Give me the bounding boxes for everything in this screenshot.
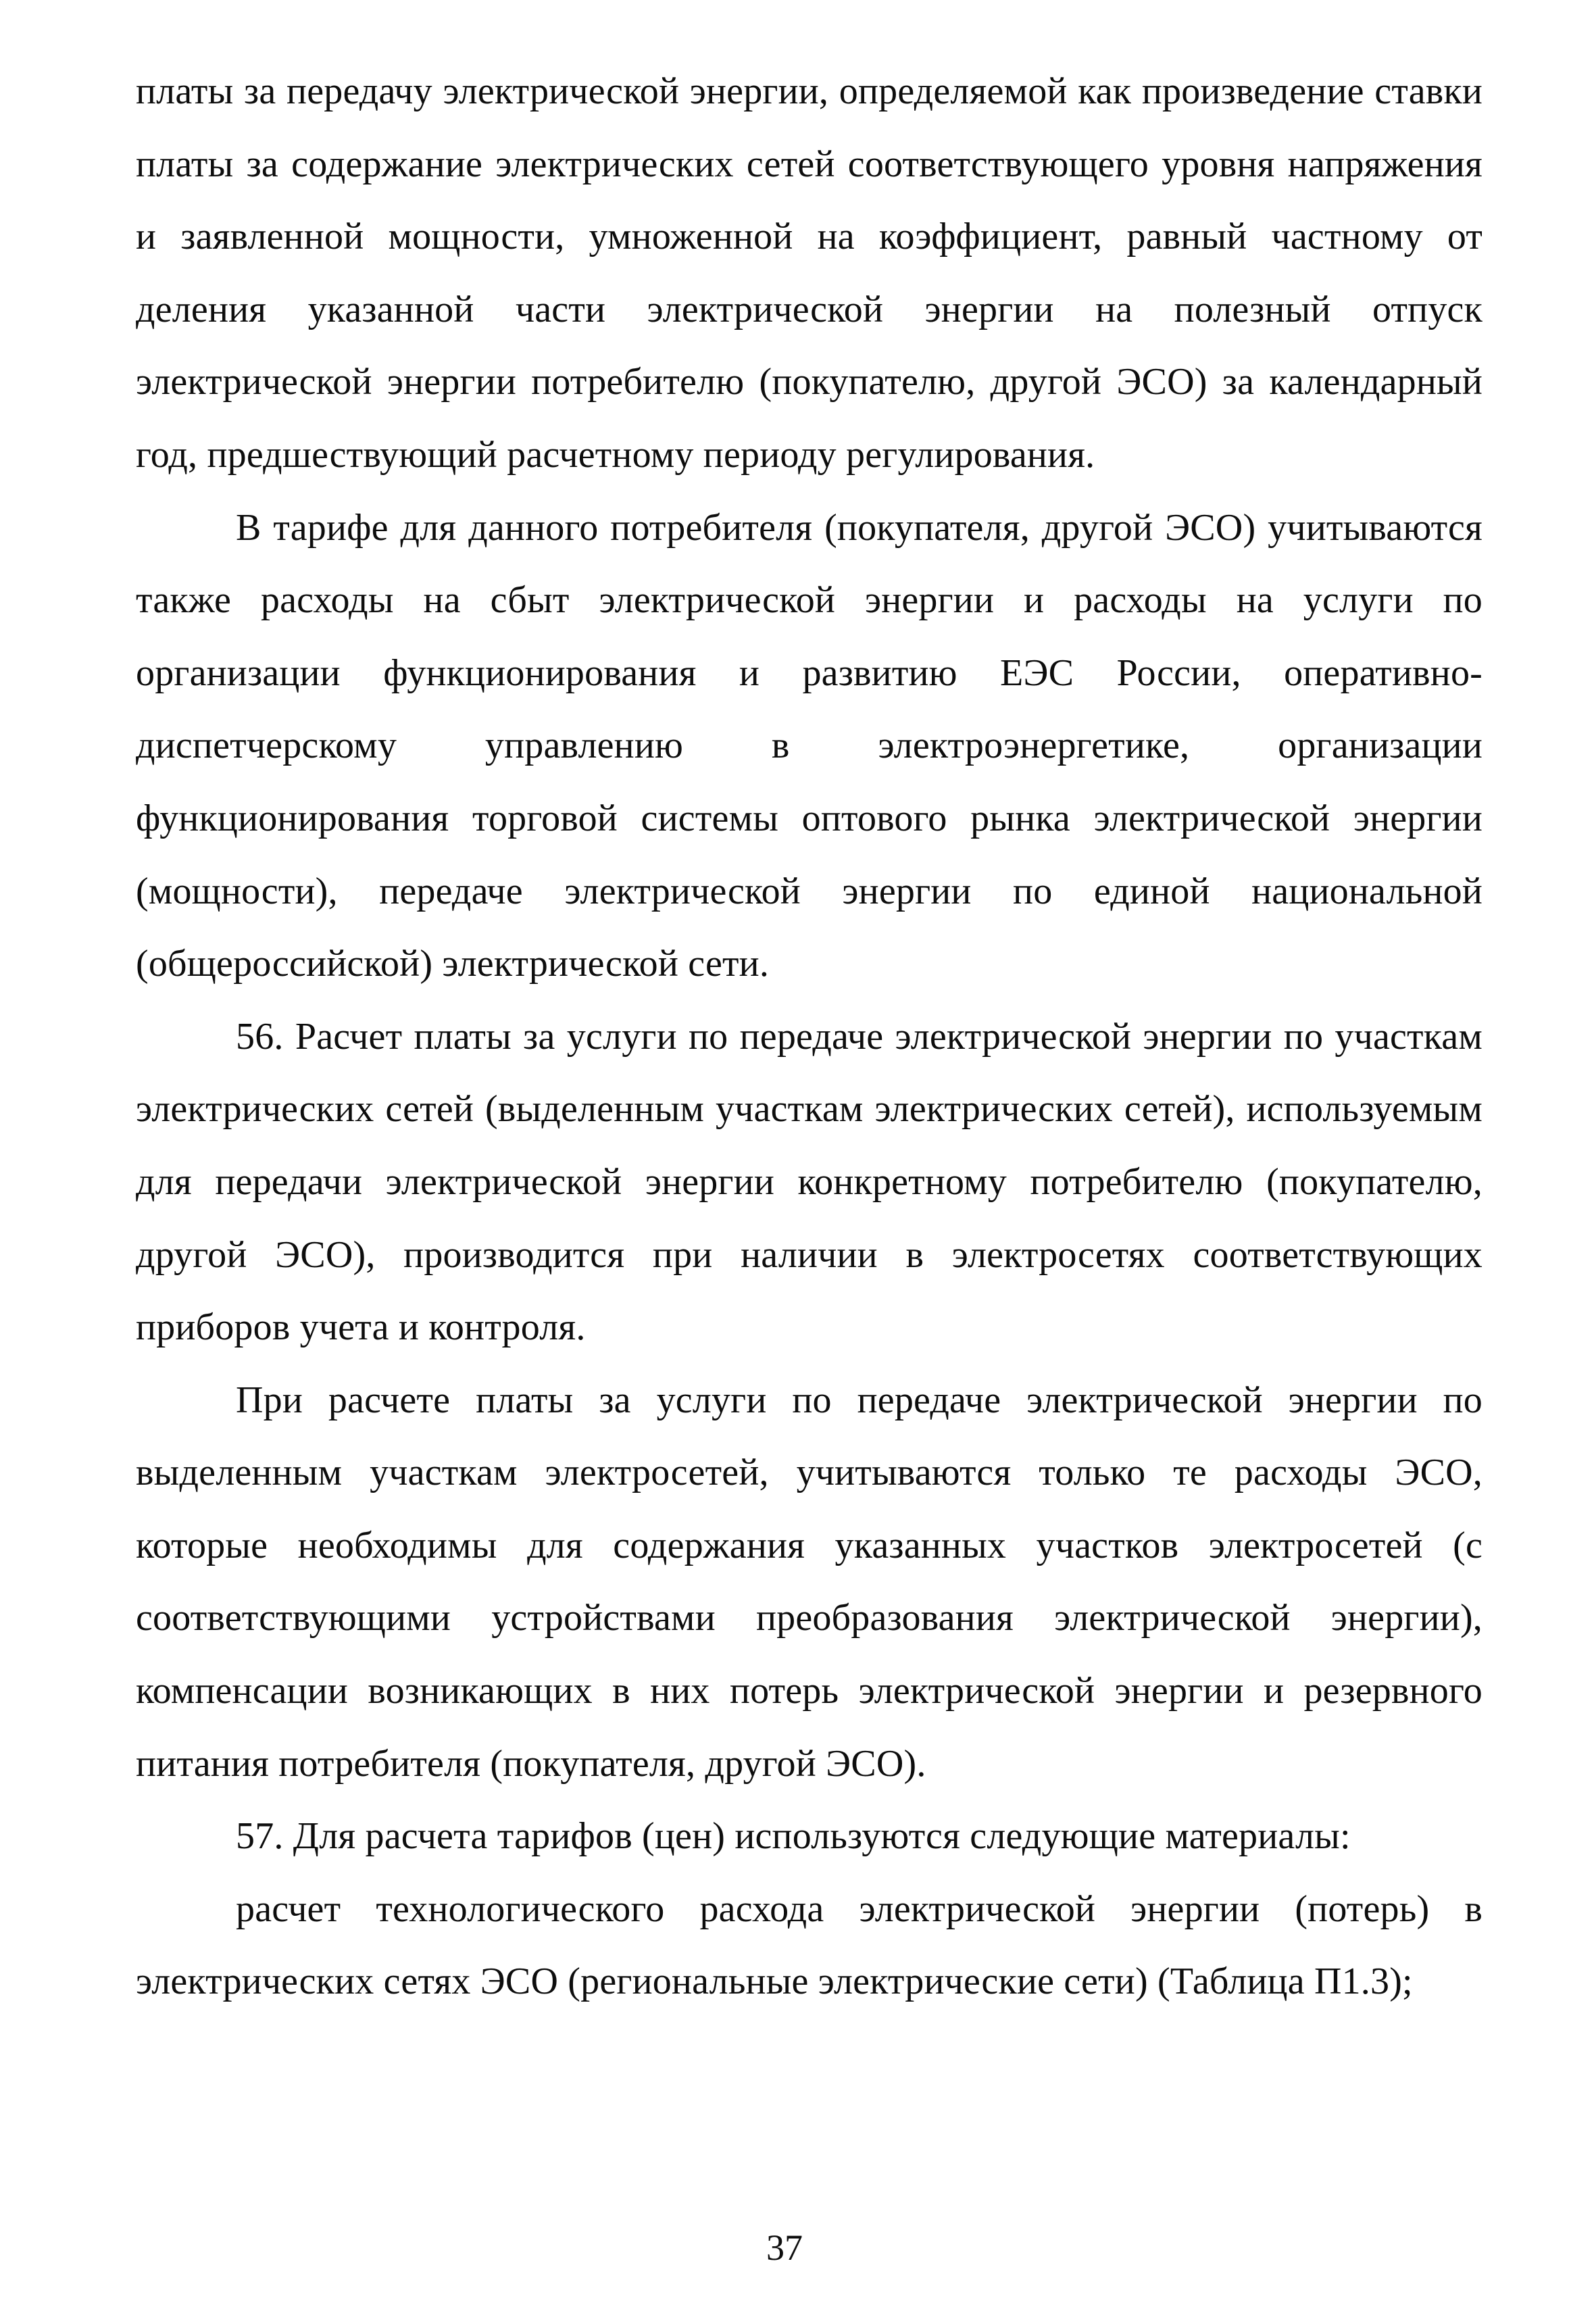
paragraph-continuation: платы за передачу электрической энергии, определяемой как произведение ставки платы за содержание электрических сетей соответствующего уровня напряжения и заявленной мощности, умноженной на коэффициент, равный частному от деления указанной части электрической энергии на полезный отпуск электрической энергии потребителю (покупателю, другой ЭСО) за календарный год, предшествующий расчетному периоду регулирования. bbox=[136, 70, 1483, 476]
paragraph-tariff-expenses: В тарифе для данного потребителя (покупателя, другой ЭСО) учитываются также расходы на сбыт электрической энергии и расходы на услуги по организации функционирования и развитию ЕЭС России, оперативно-диспетчерскому управлению в электроэнергетике, организации функционирования торговой системы оптового рынка электрической энергии (мощности), передаче электрической энергии по единой национальной (общероссийской) электрической сети. bbox=[136, 506, 1483, 985]
paragraph-clause-57: 57. Для расчета тарифов (цен) используются следующие материалы: bbox=[236, 1815, 1351, 1858]
paragraph-loss-calculation: расчет технологического расхода электрической энергии (потерь) в электрических сетях ЭСО (региональные электрические сети) (Таблица П1.3); bbox=[136, 1887, 1483, 2003]
document-body bbox=[136, 55, 1483, 2019]
paragraph-allocated-sections: При расчете платы за услуги по передаче электрической энергии по выделенным участкам электросетей, учитываются только те расходы ЭСО, которые необходимы для содержания указанных участков электросетей (с соответствующими устройствами преобразования электрической энергии), компенсации возникающих в них потерь электрической энергии и резервного питания потребителя (покупателя, другой ЭСО). bbox=[136, 1379, 1483, 1785]
paragraph-clause-56: 56. Расчет платы за услуги по передаче электрической энергии по участкам электрических сетей (выделенным участкам электрических сетей), используемым для передачи электрической энергии конкретному потребителю (покупателю, другой ЭСО), производится при наличии в электросетях соответствующих приборов учета и контроля. bbox=[136, 1015, 1483, 1349]
page-number: 37 bbox=[766, 2227, 803, 2268]
